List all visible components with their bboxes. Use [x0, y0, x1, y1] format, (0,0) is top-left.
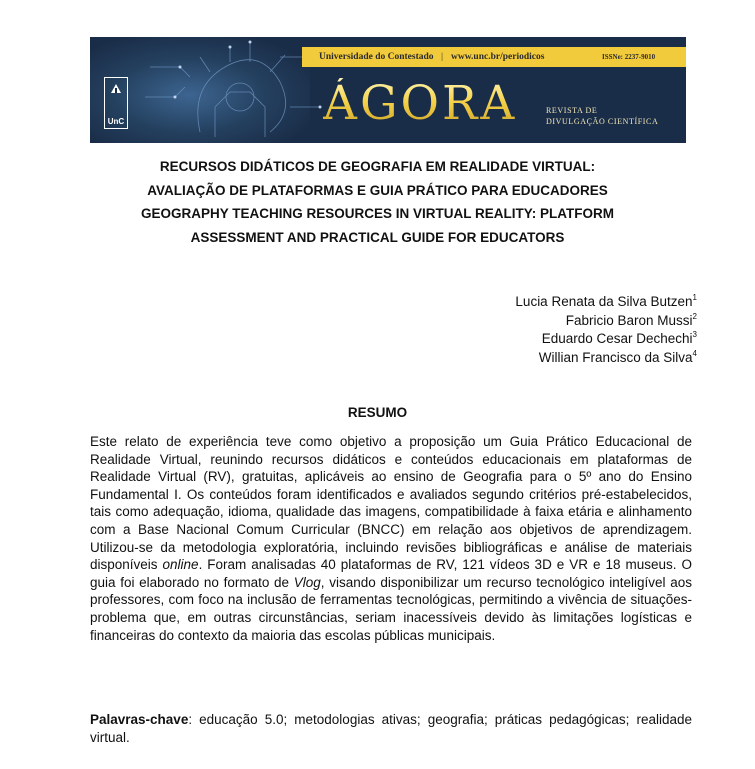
journal-title: ÁGORA [323, 76, 518, 131]
title-en-line-2: ASSESSMENT AND PRACTICAL GUIDE FOR EDUCATORS [190, 229, 565, 245]
abstract-italic: online [162, 557, 199, 573]
abstract-text: Este relato de experiência teve como objetivo a proposição um Guia Prático Educacional de Realidade Virtual, reunindo recursos didáticos e conteúdos educacionais em plataformas de Realidade Virtual (RV), gratuitas, aplicáveis ao ensino de Geografia para o 5º ano do Ensino Fundamental I. Os conteúdos foram identificados e avaliados segundo critérios pré-estabelecidos, tais como adequação, idioma, qualidade das imagens, compatibilidade à faixa etária e alinhamento com a Base Nacional Comum Curricular (BNCC) em relação aos objetivos de aprendizagem. Utilizou-se da metodologia exploratória, incluindo revisões bibliográficas e análise de materiais disponíveis [90, 434, 692, 573]
abstract-text: , visando disponibilizar um recurso tecnológico inteligível aos professores, com foco na inclusão de ferramentas tecnológicas, permitindo a vivência de situações-problema que, em outras circunstâncias, seriam inacessíveis devido às limitações logísticas e financeiras do contexto da maioria das escolas públicas municipais. [90, 574, 692, 643]
subtitle-line-2: DIVULGAÇÃO CIENTÍFICA [546, 117, 659, 126]
journal-url: www.unc.br/periodicos [451, 52, 545, 62]
author-name: Fabricio Baron Mussi [565, 312, 693, 328]
article-title [60, 155, 695, 249]
subtitle-line-1: REVISTA DE [546, 106, 598, 115]
abstract-heading: RESUMO [347, 405, 408, 420]
title-pt-line-1: RECURSOS DIDÁTICOS DE GEOGRAFIA EM REALIDADE VIRTUAL: [159, 159, 596, 174]
separator: | [441, 52, 444, 62]
author [515, 330, 697, 349]
author-name: Lucia Renata da Silva Butzen [515, 294, 693, 309]
author-list [515, 293, 697, 367]
keywords-text: : educação 5.0; metodologias ativas; geografia; práticas pedagógicas; realidade virtual. [90, 712, 692, 745]
title-en-line-1: GEOGRAPHY TEACHING RESOURCES IN VIRTUAL REALITY: PLATFORM [140, 206, 615, 221]
title-pt-line-2: AVALIAÇÃO DE PLATAFORMAS E GUIA PRÁTICO PARA EDUCADORES [147, 182, 608, 198]
author-name: Willian Francisco da Silva [538, 349, 693, 365]
abstract-text: . Foram analisadas 40 plataformas de RV, 121 vídeos 3D e VR e 18 museus. O guia foi elaborado no formato de [90, 557, 693, 590]
author-affiliation-mark: 1 [692, 293, 697, 302]
author-affiliation-mark: 4 [692, 348, 697, 358]
journal-info-bar [302, 47, 686, 67]
unc-emblem-icon [109, 81, 123, 95]
journal-subtitle [546, 105, 658, 127]
university-name: Universidade do Contestado [319, 52, 434, 62]
author-affiliation-mark: 2 [692, 311, 697, 321]
journal-banner [90, 37, 686, 143]
author-affiliation-mark: 3 [692, 330, 697, 339]
author [515, 349, 697, 368]
author [515, 312, 697, 331]
circuit-lines-decoration [130, 37, 330, 143]
issn: ISSNe: 2237-9010 [602, 53, 656, 61]
unc-logo [104, 77, 128, 129]
logo-text: UnC [107, 117, 125, 126]
author-name: Eduardo Cesar Dechechi [541, 331, 693, 346]
abstract-body [90, 433, 692, 644]
keywords [90, 711, 692, 746]
author [515, 293, 697, 312]
abstract-italic: Vlog [293, 574, 321, 590]
keywords-label: Palavras-chave [90, 712, 189, 727]
